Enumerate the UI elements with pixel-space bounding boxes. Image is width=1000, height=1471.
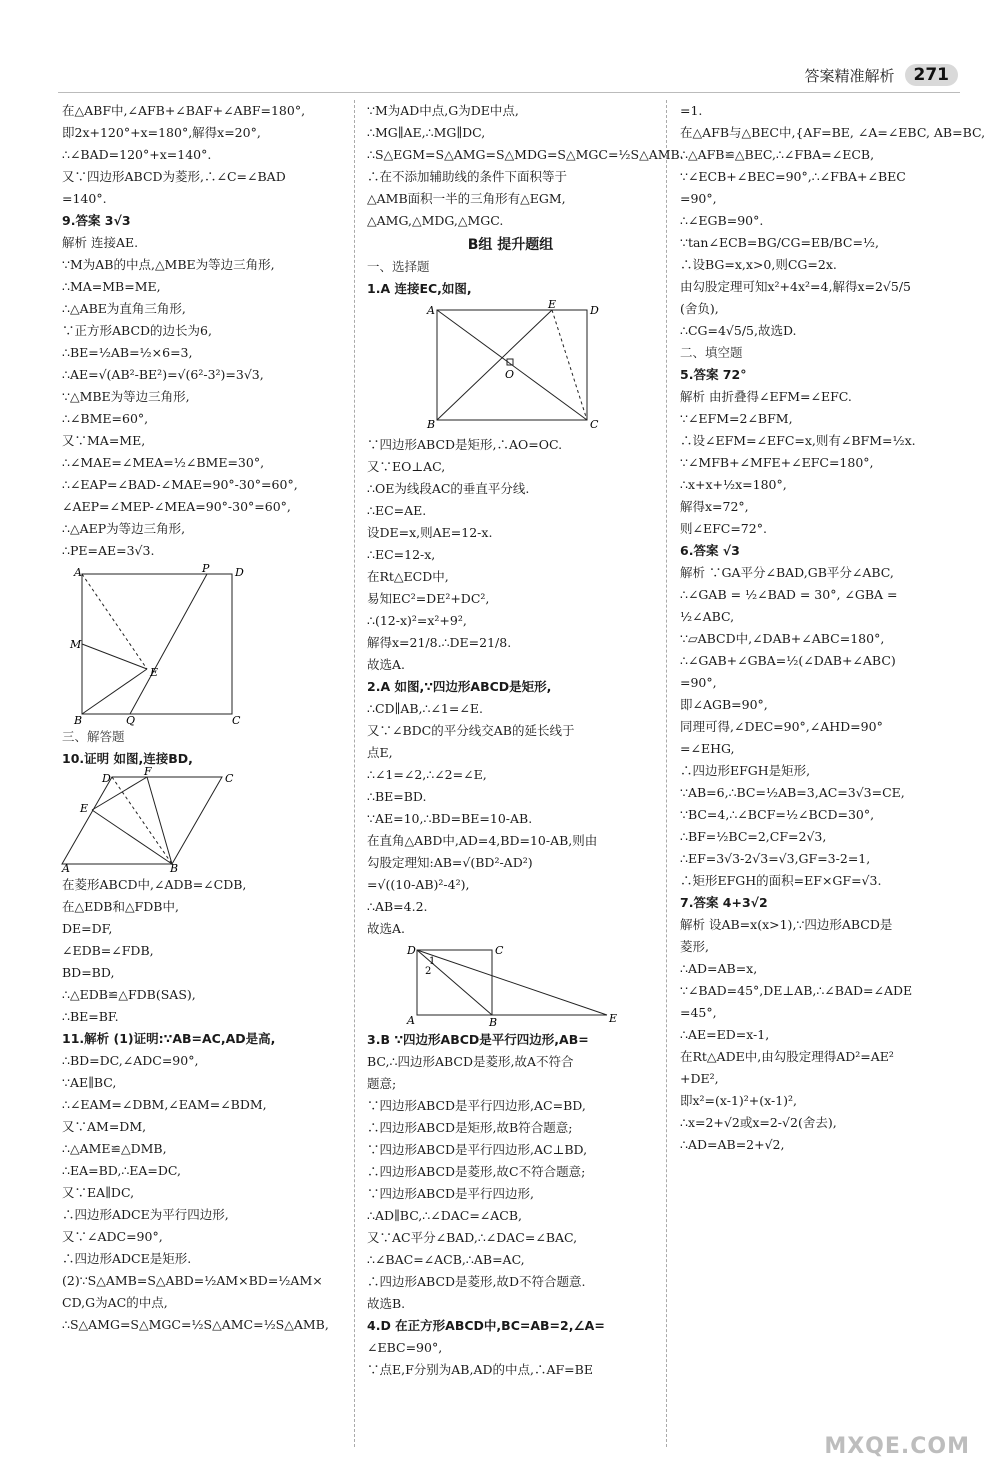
text-line: 在直角△ABD中,AD=4,BD=10-AB,则由 xyxy=(367,833,598,848)
text-line: ∴∠EAP=∠BAD-∠MAE=90°-30°=60°, xyxy=(62,477,298,492)
text-line: ∵四边形ABCD是平行四边形,AC=BD, xyxy=(367,1098,586,1113)
text-line: 一、选择题 xyxy=(367,259,430,274)
text-line: ∴矩形EFGH的面积=EF×GF=√3. xyxy=(680,873,882,888)
svg-text:O: O xyxy=(505,368,515,381)
svg-text:M: M xyxy=(70,638,82,651)
svg-text:F: F xyxy=(144,765,152,778)
svg-text:D: D xyxy=(235,566,244,579)
text-line: 又∵EO⊥AC, xyxy=(367,459,446,474)
text-line: ∴PE=AE=3√3. xyxy=(62,543,155,558)
svg-text:B: B xyxy=(427,418,436,431)
text-line: 在△ABF中,∠AFB+∠BAF+∠ABF=180°, xyxy=(62,103,306,118)
rectangle-figure xyxy=(367,298,627,432)
text-line: 又∵∠ADC=90°, xyxy=(62,1229,163,1244)
svg-text:B: B xyxy=(170,862,179,875)
svg-text:D: D xyxy=(590,304,599,317)
svg-text:E: E xyxy=(80,802,89,815)
text-line: ∴△ABE为直角三角形, xyxy=(62,301,186,316)
svg-text:2: 2 xyxy=(425,966,432,977)
col3-text xyxy=(680,100,986,1156)
text-line: 在△AFB与△BEC中,{AF=BE, ∠A=∠EBC, AB=BC, xyxy=(680,125,986,140)
text-line: 解得x=21/8.∴DE=21/8. xyxy=(367,635,512,650)
text-line: ∴AD=AB=2+√2, xyxy=(680,1137,785,1152)
text-line: (2)∵S△AMB=S△ABD=½AM×BD=½AM× xyxy=(62,1273,323,1288)
rhombus-figure xyxy=(62,765,262,875)
svg-text:A: A xyxy=(62,862,70,875)
text-line: 7.答案 4+3√2 xyxy=(680,895,768,910)
text-line: ∴AE=ED=x-1, xyxy=(680,1027,770,1042)
text-line: 又∵四边形ABCD为菱形,∴∠C=∠BAD xyxy=(62,169,286,184)
text-line: 则∠EFC=72°. xyxy=(680,521,767,536)
text-line: 故选A. xyxy=(367,657,406,672)
text-line: 3.B ∵四边形ABCD是平行四边形,AB= xyxy=(367,1032,589,1047)
square-figure xyxy=(62,562,252,727)
text-line: 2.A 如图,∵四边形ABCD是矩形, xyxy=(367,679,552,694)
text-line: ∵点E,F分别为AB,AD的中点,∴AF=BE xyxy=(367,1362,593,1377)
text-line: 题意; xyxy=(367,1076,397,1091)
text-line: =√((10-AB)²-4²), xyxy=(367,877,470,892)
text-line: ∴BD=DC,∠ADC=90°, xyxy=(62,1053,199,1068)
text-line: ∵▱ABCD中,∠DAB+∠ABC=180°, xyxy=(680,631,885,646)
text-line: ∴∠BAD=120°+x=140°. xyxy=(62,147,212,162)
text-line: ∴MA=MB=ME, xyxy=(62,279,161,294)
text-line: 5.答案 72° xyxy=(680,367,747,382)
text-line: 点E, xyxy=(367,745,393,760)
text-line: 又∵MA=ME, xyxy=(62,433,146,448)
text-line: 即x²=(x-1)²+(x-1)², xyxy=(680,1093,798,1108)
col2-text-b xyxy=(367,256,654,300)
text-line: ∵tan∠ECB=BG/CG=EB/BC=½, xyxy=(680,235,880,250)
col1-text-c xyxy=(62,874,342,1336)
text-line: ∴△AEP为等边三角形, xyxy=(62,521,186,536)
text-line: =45°, xyxy=(680,1005,717,1020)
text-line: ∴x+x+½x=180°, xyxy=(680,477,787,492)
text-line: =∠EHG, xyxy=(680,741,735,756)
text-line: ∴BF=½BC=2,CF=2√3, xyxy=(680,829,827,844)
text-line: 解析 连接AE. xyxy=(62,235,139,250)
text-line: 勾股定理知:AB=√(BD²-AD²) xyxy=(367,855,533,870)
text-line: ∴AD=AB=x, xyxy=(680,961,758,976)
text-line: ∴EC=AE. xyxy=(367,503,427,518)
text-line: 故选B. xyxy=(367,1296,406,1311)
text-line: △AMG,△MDG,△MGC. xyxy=(367,213,504,228)
text-line: CD,G为AC的中点, xyxy=(62,1295,168,1310)
text-line: 在Rt△ECD中, xyxy=(367,569,449,584)
text-line: ∴S△EGM=S△AMG=S△MDG=S△MGC=½S△AMB. xyxy=(367,147,684,162)
text-line: 三、解答题 xyxy=(62,729,125,744)
text-line: 又∵AC平分∠BAD,∴∠DAC=∠BAC, xyxy=(367,1230,578,1245)
svg-text:B: B xyxy=(489,1016,498,1029)
svg-text:C: C xyxy=(590,418,599,431)
text-line: 6.答案 √3 xyxy=(680,543,740,558)
text-line: ∴(12-x)²=x²+9², xyxy=(367,613,467,628)
text-line: ∵四边形ABCD是矩形,∴AO=OC. xyxy=(367,437,563,452)
text-line: ∴x=2+√2或x=2-√2(舍去), xyxy=(680,1115,837,1130)
svg-text:P: P xyxy=(202,562,210,575)
svg-text:C: C xyxy=(232,714,241,727)
text-line: 4.D 在正方形ABCD中,BC=AB=2,∠A= xyxy=(367,1318,605,1333)
text-line: ∴AD∥BC,∴∠DAC=∠ACB, xyxy=(367,1208,523,1223)
text-line: ∵正方形ABCD的边长为6, xyxy=(62,323,212,338)
text-line: ∵∠ECB+∠BEC=90°,∴∠FBA+∠BEC xyxy=(680,169,906,184)
text-line: 解析 由折叠得∠EFM=∠EFC. xyxy=(680,389,852,404)
text-line: ∴∠BAC=∠ACB,∴AB=AC, xyxy=(367,1252,525,1267)
text-line: 在△EDB和△FDB中, xyxy=(62,899,179,914)
text-line: ∵AE=10,∴BD=BE=10-AB. xyxy=(367,811,533,826)
page-header xyxy=(804,62,958,88)
text-line: 解得x=72°, xyxy=(680,499,749,514)
text-line: ∵∠BAD=45°,DE⊥AB,∴∠BAD=∠ADE xyxy=(680,983,913,998)
text-line: 10.证明 如图,连接BD, xyxy=(62,751,193,766)
text-line: =140°. xyxy=(62,191,107,206)
text-line: ∴EF=3√3-2√3=√3,GF=3-2=1, xyxy=(680,851,871,866)
text-line: ∴MG∥AE,∴MG∥DC, xyxy=(367,125,486,140)
svg-text:E: E xyxy=(548,298,557,311)
text-line: ∵四边形ABCD是平行四边形, xyxy=(367,1186,535,1201)
text-line: ∴AE=√(AB²-BE²)=√(6²-3²)=3√3, xyxy=(62,367,264,382)
extended-rectangle-figure xyxy=(367,942,627,1027)
column-divider xyxy=(666,100,667,1447)
text-line: ∠EBC=90°, xyxy=(367,1340,443,1355)
text-line: ∴S△AMG=S△MGC=½S△AMC=½S△AMB, xyxy=(62,1317,329,1332)
svg-text:D: D xyxy=(102,772,111,785)
text-line: 故选A. xyxy=(367,921,406,936)
text-line: ∴∠GAB = ½∠BAD = 30°, ∠GBA = xyxy=(680,587,898,602)
svg-text:C: C xyxy=(225,772,234,785)
text-line: ∴∠EGB=90°. xyxy=(680,213,764,228)
text-line: ∠EDB=∠FDB, xyxy=(62,943,154,958)
text-line: ∴四边形ABCD是菱形,故C不符合题意; xyxy=(367,1164,586,1179)
svg-text:1: 1 xyxy=(429,956,436,967)
group-heading: B组 提升题组 xyxy=(467,237,554,253)
text-line: ∠AEP=∠MEP-∠MEA=90°-30°=60°, xyxy=(62,499,291,514)
text-line: ∴△AFB≌△BEC,∴∠FBA=∠ECB, xyxy=(680,147,875,162)
text-line: 解析 ∵GA平分∠BAD,GB平分∠ABC, xyxy=(680,565,894,580)
header-title: 答案精准解析 xyxy=(804,66,895,85)
text-line: ∴△EDB≌△FDB(SAS), xyxy=(62,987,196,1002)
text-line: 11.解析 (1)证明:∵AB=AC,AD是高, xyxy=(62,1031,276,1046)
svg-text:E: E xyxy=(150,666,159,679)
text-line: ∴∠BME=60°, xyxy=(62,411,149,426)
text-line: ∴四边形EFGH是矩形, xyxy=(680,763,811,778)
svg-text:A: A xyxy=(74,566,82,579)
text-line: ∴∠EAM=∠DBM,∠EAM=∠BDM, xyxy=(62,1097,267,1112)
text-line: ∵M为AD中点,G为DE中点, xyxy=(367,103,519,118)
text-line: ∵AE∥BC, xyxy=(62,1075,117,1090)
text-line: ∴设BG=x,x>0,则CG=2x. xyxy=(680,257,837,272)
text-line: 在Rt△ADE中,由勾股定理得AD²=AE² xyxy=(680,1049,894,1064)
column-1 xyxy=(62,100,342,1451)
text-line: BC,∴四边形ABCD是菱形,故A不符合 xyxy=(367,1054,574,1069)
text-line: 又∵AM=DM, xyxy=(62,1119,147,1134)
text-line: ∴四边形ABCD是菱形,故D不符合题意. xyxy=(367,1274,586,1289)
text-line: △AMB面积一半的三角形有△EGM, xyxy=(367,191,566,206)
svg-text:Q: Q xyxy=(126,714,136,727)
text-line: ∴∠MAE=∠MEA=½∠BME=30°, xyxy=(62,455,265,470)
text-line: 设DE=x,则AE=12-x. xyxy=(367,525,493,540)
text-line: ∴设∠EFM=∠EFC=x,则有∠BFM=½x. xyxy=(680,433,916,448)
text-line: (舍负), xyxy=(680,301,719,316)
page-number: 271 xyxy=(905,64,959,86)
text-line: DE=DF, xyxy=(62,921,113,936)
text-line: +DE², xyxy=(680,1071,719,1086)
text-line: 同理可得,∠DEC=90°,∠AHD=90° xyxy=(680,719,883,734)
text-line: 即2x+120°+x=180°,解得x=20°, xyxy=(62,125,261,140)
text-line: =90°, xyxy=(680,191,717,206)
text-line: 菱形, xyxy=(680,939,709,954)
col1-text xyxy=(62,100,342,562)
text-line: ∵BC=4,∴∠BCF=½∠BCD=30°, xyxy=(680,807,875,822)
column-3 xyxy=(680,100,986,1451)
col2-text-d xyxy=(367,1029,654,1381)
text-line: ∴△AME≌△DMB, xyxy=(62,1141,167,1156)
text-line: 易知EC²=DE²+DC², xyxy=(367,591,490,606)
text-line: ∴在不添加辅助线的条件下面积等于 xyxy=(367,169,568,184)
text-line: ∴CD∥AB,∴∠1=∠E. xyxy=(367,701,483,716)
col2-text xyxy=(367,100,684,232)
text-line: ∴四边形ADCE为平行四边形, xyxy=(62,1207,229,1222)
text-line: ∴BE=½AB=½×6=3, xyxy=(62,345,193,360)
text-line: ∴BE=BD. xyxy=(367,789,427,804)
column-divider xyxy=(354,100,355,1447)
text-line: 又∵EA∥DC, xyxy=(62,1185,135,1200)
text-line: ∴∠GAB+∠GBA=½(∠DAB+∠ABC) xyxy=(680,653,896,668)
text-line: ∵∠EFM=2∠BFM, xyxy=(680,411,793,426)
text-line: ∴EC=12-x, xyxy=(367,547,436,562)
text-line: ∴AB=4.2. xyxy=(367,899,428,914)
text-line: 由勾股定理可知x²+4x²=4,解得x=2√5/5 xyxy=(680,279,912,294)
text-line: ∵∠MFB+∠MFE+∠EFC=180°, xyxy=(680,455,874,470)
text-line: 二、填空题 xyxy=(680,345,743,360)
text-line: BD=BD, xyxy=(62,965,115,980)
svg-text:C: C xyxy=(495,944,504,957)
text-line: ∴OE为线段AC的垂直平分线. xyxy=(367,481,530,496)
text-line: ∴四边形ADCE是矩形. xyxy=(62,1251,192,1266)
text-line: 又∵∠BDC的平分线交AB的延长线于 xyxy=(367,723,575,738)
col1-text-b xyxy=(62,726,342,770)
svg-text:D: D xyxy=(407,944,416,957)
text-line: =90°, xyxy=(680,675,717,690)
text-line: 1.A 连接EC,如图, xyxy=(367,281,472,296)
text-line: ∵AB=6,∴BC=½AB=3,AC=3√3=CE, xyxy=(680,785,905,800)
text-line: 9.答案 3√3 xyxy=(62,213,131,228)
text-line: ∴CG=4√5/5,故选D. xyxy=(680,323,797,338)
text-line: 在菱形ABCD中,∠ADB=∠CDB, xyxy=(62,877,247,892)
svg-text:A: A xyxy=(407,1014,415,1027)
svg-text:A: A xyxy=(427,304,435,317)
col2-text-c xyxy=(367,434,654,940)
text-line: ∴BE=BF. xyxy=(62,1009,119,1024)
watermark: MXQE.COM xyxy=(824,1434,970,1459)
text-line: ∴四边形ABCD是矩形,故B符合题意; xyxy=(367,1120,573,1135)
text-line: ∴EA=BD,∴EA=DC, xyxy=(62,1163,182,1178)
svg-text:E: E xyxy=(609,1012,618,1025)
header-rule xyxy=(58,92,960,93)
text-line: ∴∠1=∠2,∴∠2=∠E, xyxy=(367,767,487,782)
text-line: 即∠AGB=90°, xyxy=(680,697,768,712)
svg-text:B: B xyxy=(74,714,83,727)
text-line: ∵M为AB的中点,△MBE为等边三角形, xyxy=(62,257,275,272)
text-line: =1. xyxy=(680,103,703,118)
text-line: 解析 设AB=x(x>1),∵四边形ABCD是 xyxy=(680,917,893,932)
column-2 xyxy=(367,100,684,1451)
text-line: ∵△MBE为等边三角形, xyxy=(62,389,190,404)
text-line: ∵四边形ABCD是平行四边形,AC⊥BD, xyxy=(367,1142,588,1157)
text-line: ½∠ABC, xyxy=(680,609,735,624)
